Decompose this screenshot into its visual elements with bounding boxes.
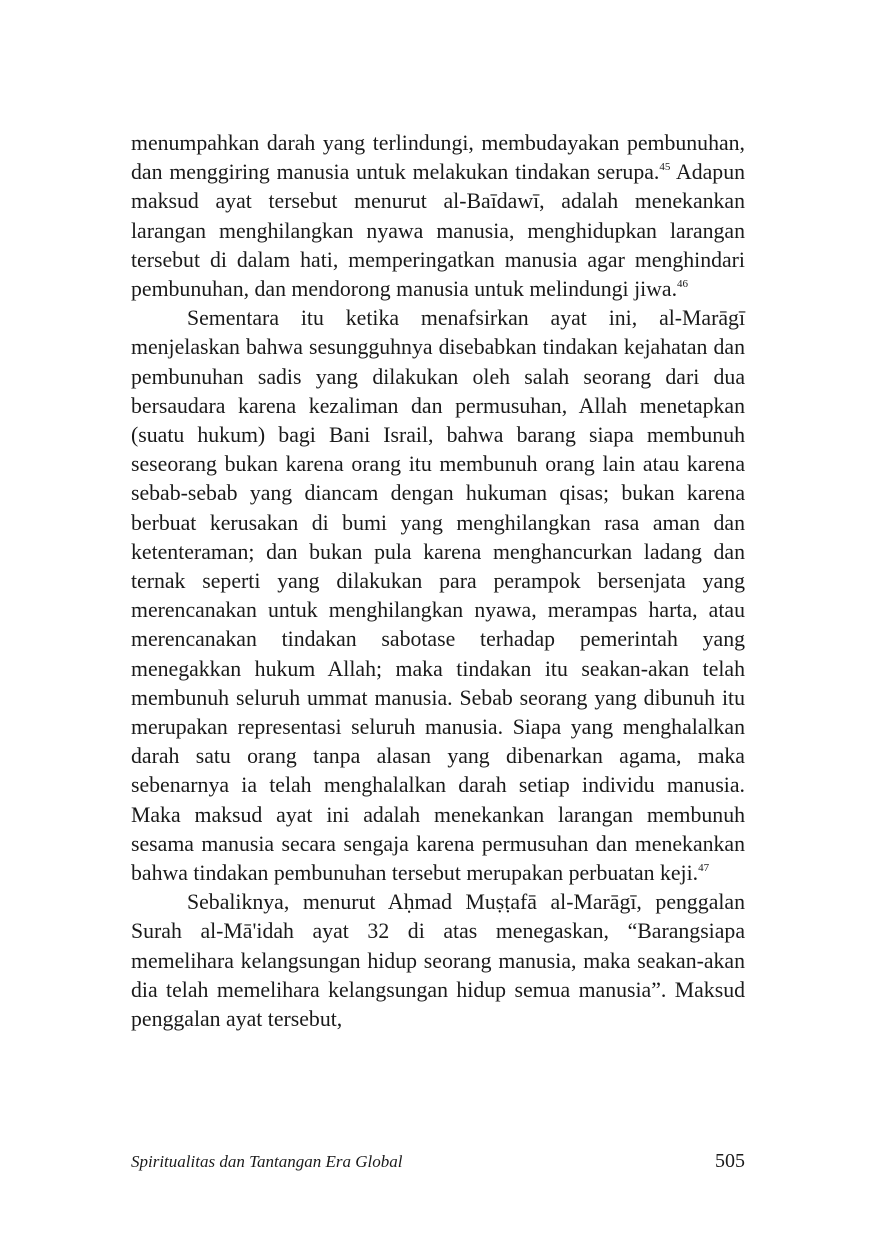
page-body (131, 129, 745, 1034)
footnote-marker: 46 (677, 278, 689, 291)
body-paragraph (131, 888, 745, 1034)
footnote-marker: 45 (659, 161, 671, 174)
page-footer (131, 1152, 745, 1182)
body-paragraph (131, 129, 745, 304)
paragraph-text: menumpahkan darah yang terlindungi, membudayakan pembunuhan, dan menggiring manusia untuk melakukan tindakan serupa. (131, 131, 745, 185)
paragraph-text: Adapun maksud ayat tersebut menurut al-Baīdawī, adalah menekankan larangan menghilangkan nyawa manusia, menghidupkan larangan tersebut di dalam hati, memperingatkan manusia agar menghindari pembunuhan, dan mendorong manusia untuk melindungi jiwa. (131, 160, 745, 302)
page-number: 505 (715, 1150, 745, 1172)
paragraph-text: Sementara itu ketika menafsirkan ayat ini, al-Marāgī menjelaskan bahwa sesungguhnya disebabkan tindakan kejahatan dan pembunuhan sadis yang dilakukan oleh salah seorang dari dua bersaudara karena kezaliman dan permusuhan, Allah menetapkan (suatu hukum) bagi Bani Israil, bahwa barang siapa membunuh seseorang bukan karena orang itu membunuh orang lain atau karena sebab-sebab yang diancam dengan hukuman qisas; bukan karena berbuat kerusakan di bumi yang menghilangkan rasa aman dan ketenteraman; dan bukan pula karena menghancurkan ladang dan ternak seperti yang dilakukan para perampok bersenjata yang merencanakan untuk menghilangkan nyawa, merampas harta, atau merencanakan tindakan sabotase terhadap pemerintah yang menegakkan hukum Allah; maka tindakan itu seakan-akan telah membunuh seluruh ummat manusia. Sebab seorang yang dibunuh itu merupakan representasi seluruh manusia. Siapa yang menghalalkan darah satu orang tanpa alasan yang dibenarkan agama, maka sebenarnya ia telah menghalalkan darah setiap individu manusia. Maka maksud ayat ini adalah menekankan larangan membunuh sesama manusia secara sengaja karena permusuhan dan menekankan bahwa tindakan pembunuhan tersebut merupakan perbuatan keji. (131, 306, 745, 886)
running-title: Spiritualitas dan Tantangan Era Global (131, 1152, 403, 1171)
paragraph-text: Sebaliknya, menurut Aḥmad Muṣṭafā al-Marāgī, penggalan Surah al-Mā'idah ayat 32 di atas menegaskan, “Barangsiapa memelihara kelangsungan hidup seorang manusia, maka seakan-akan dia telah memelihara kelangsungan hidup semua manusia”. Maksud penggalan ayat tersebut, (131, 890, 745, 1032)
footnote-marker: 47 (698, 862, 710, 875)
body-paragraph (131, 304, 745, 888)
